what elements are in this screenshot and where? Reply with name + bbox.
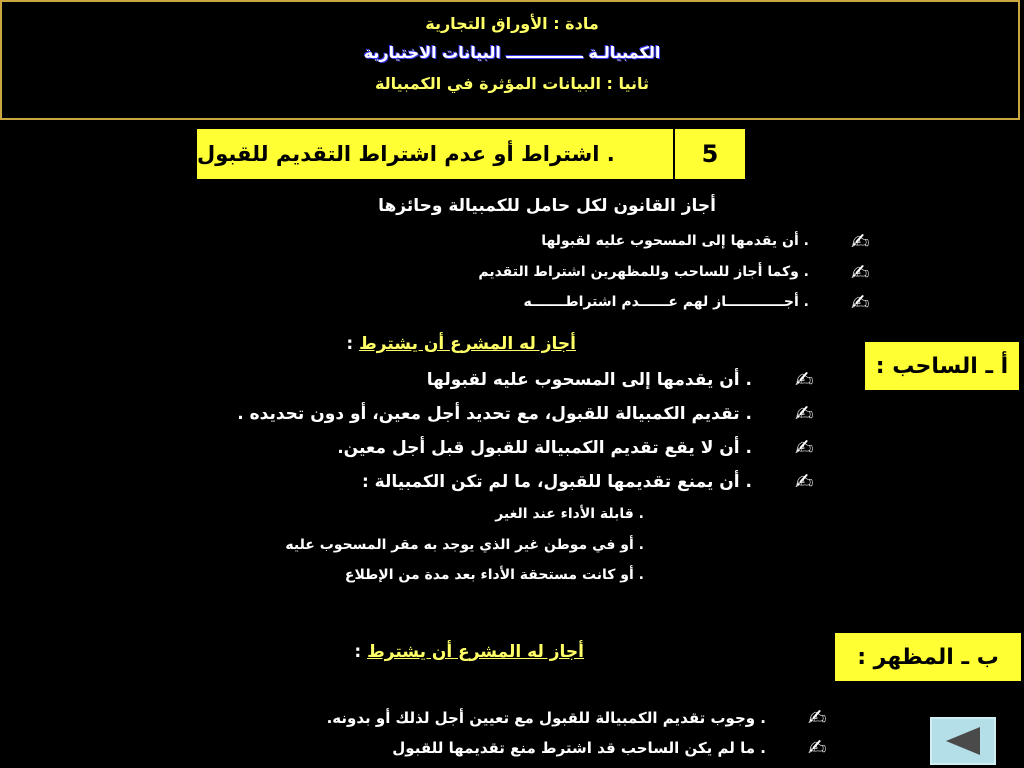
writing-hand-icon: ✍ [851,261,870,286]
drawer-item-4: . أن يمنع تقديمها للقبول، ما لم تكن الكمبيالة : [361,472,752,492]
writing-hand-icon: ✍ [851,291,870,316]
writing-hand-icon: ✍ [808,736,827,761]
chapter-title: الكمبيالـة ــــــــــــــ البيانات الاختيارية [363,43,661,62]
writing-hand-icon: ✍ [851,230,870,255]
drawer-subitem-1: . قابلة الأداء عند الغير [495,506,644,522]
endorser-intro-colon: : [354,642,368,662]
drawer-label: أ ـ الساحب : [864,341,1020,391]
drawer-intro [346,334,576,354]
writing-hand-icon: ✍ [795,368,814,393]
drawer-subitem-2: . أو في موطن غير الذي يوجد به مقر المسحوب عليه [285,537,644,553]
drawer-subitem-3: . أو كانت مستحقة الأداء بعد مدة من الإطلاع [344,567,644,583]
drawer-intro-colon: : [346,334,360,354]
drawer-item-3: . أن لا يقع تقديم الكمبيالة للقبول قبل أجل معين. [337,438,752,458]
endorser-label: ب ـ المظهر : [834,632,1022,682]
intro-heading: أجاز القانون لكل حامل للكمبيالة وحائزها [378,196,716,216]
writing-hand-icon: ✍ [795,470,814,495]
intro-item-1: . أن يقدمها إلى المسحوب عليه لقبولها [541,233,809,249]
drawer-intro-underlined: أجاز له المشرع أن يشترط [359,334,576,354]
drawer-item-2: . تقديم الكمبيالة للقبول، مع تحديد أجل معين، أو دون تحديده . [237,404,752,424]
endorser-intro [354,642,584,662]
topic-title: . اشتراط أو عدم اشتراط التقديم للقبول [197,142,615,166]
writing-hand-icon: ✍ [808,706,827,731]
intro-item-3: . أجــــــــــــاز لهم عــــــدم اشتراطـــــــه [523,294,809,310]
topic-number: 5 [673,129,745,179]
endorser-item-1: . وجوب تقديم الكمبيالة للقبول مع تعيين أجل لذلك أو بدونه. [326,709,766,727]
header-box [0,0,1020,120]
subject-title: مادة : الأوراق التجارية [425,14,599,33]
endorser-intro-underlined: أجاز له المشرع أن يشترط [367,642,584,662]
endorser-item-2: . ما لم يكن الساحب قد اشترط منع تقديمها للقبول [392,739,766,757]
drawer-item-1: . أن يقدمها إلى المسحوب عليه لقبولها [426,370,752,390]
writing-hand-icon: ✍ [795,402,814,427]
writing-hand-icon: ✍ [795,436,814,461]
back-button[interactable] [930,717,996,765]
back-arrow-icon [946,727,980,755]
topic-box [196,128,746,180]
intro-item-2: . وكما أجاز للساحب وللمظهرين اشتراط التقديم [478,264,809,280]
section-title: ثانيا : البيانات المؤثرة في الكمبيالة [374,74,650,93]
